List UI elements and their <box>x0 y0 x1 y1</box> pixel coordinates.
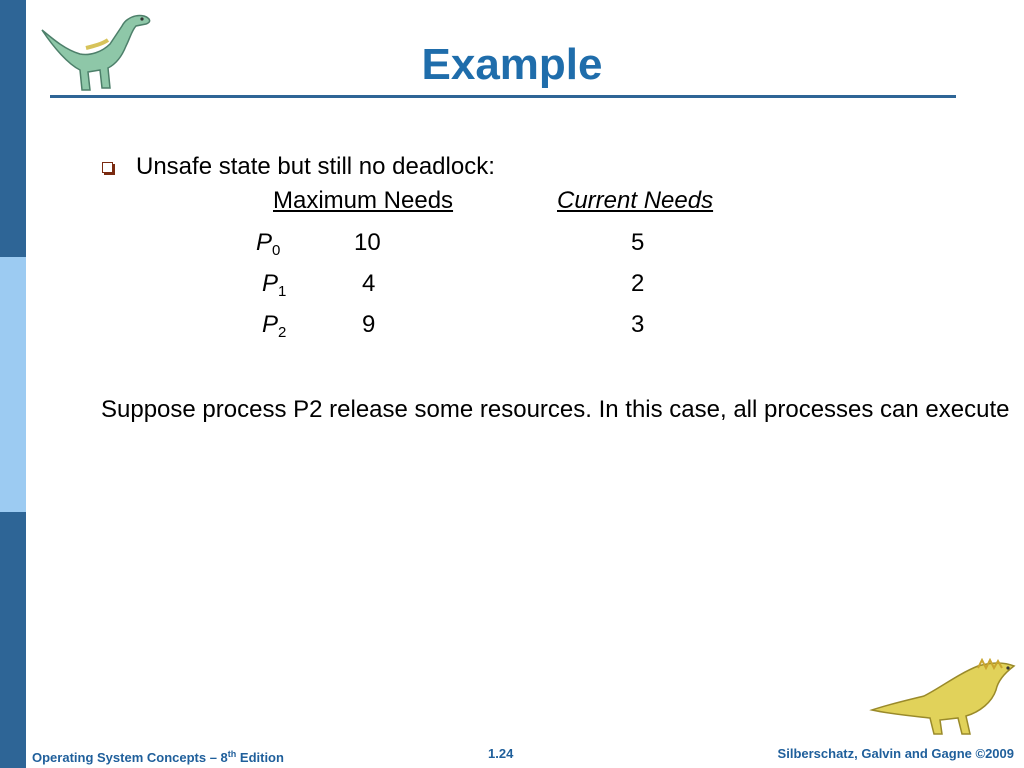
current-need-value: 5 <box>631 229 645 256</box>
footer-page-number: 1.24 <box>488 746 514 761</box>
footer-authors: Silberschatz, Galvin and Gagne ©2009 <box>777 746 1014 761</box>
max-need-value: 10 <box>354 229 381 256</box>
bullet-item <box>102 152 495 182</box>
max-need-value: 4 <box>362 270 376 297</box>
checkbox-bullet-icon <box>102 162 113 173</box>
footer-book-title: Operating System Concepts – 8th Edition <box>32 749 284 765</box>
process-label: $P_2$ <box>262 311 287 341</box>
sidebar-top-segment <box>0 0 26 257</box>
header-maximum-needs: Maximum Needs <box>273 187 454 214</box>
dinosaur-icon <box>868 658 1018 738</box>
left-sidebar <box>0 0 26 768</box>
slide-title: Example <box>421 40 603 89</box>
process-label: $P_1$ <box>262 270 287 300</box>
explanation-paragraph: Suppose process P2 release some resources. In this case, all processes can execute <box>101 396 1010 423</box>
current-need-value: 2 <box>631 270 645 297</box>
bullet-text: Unsafe state but still no deadlock: <box>136 153 495 180</box>
max-need-value: 9 <box>362 311 376 338</box>
title-divider <box>50 95 956 98</box>
header-current-needs: Current Needs <box>557 187 714 214</box>
process-label: $P_0$ <box>256 229 281 259</box>
sidebar-bottom-segment <box>0 512 26 768</box>
sidebar-middle-segment <box>0 257 26 512</box>
current-need-value: 3 <box>631 311 645 338</box>
